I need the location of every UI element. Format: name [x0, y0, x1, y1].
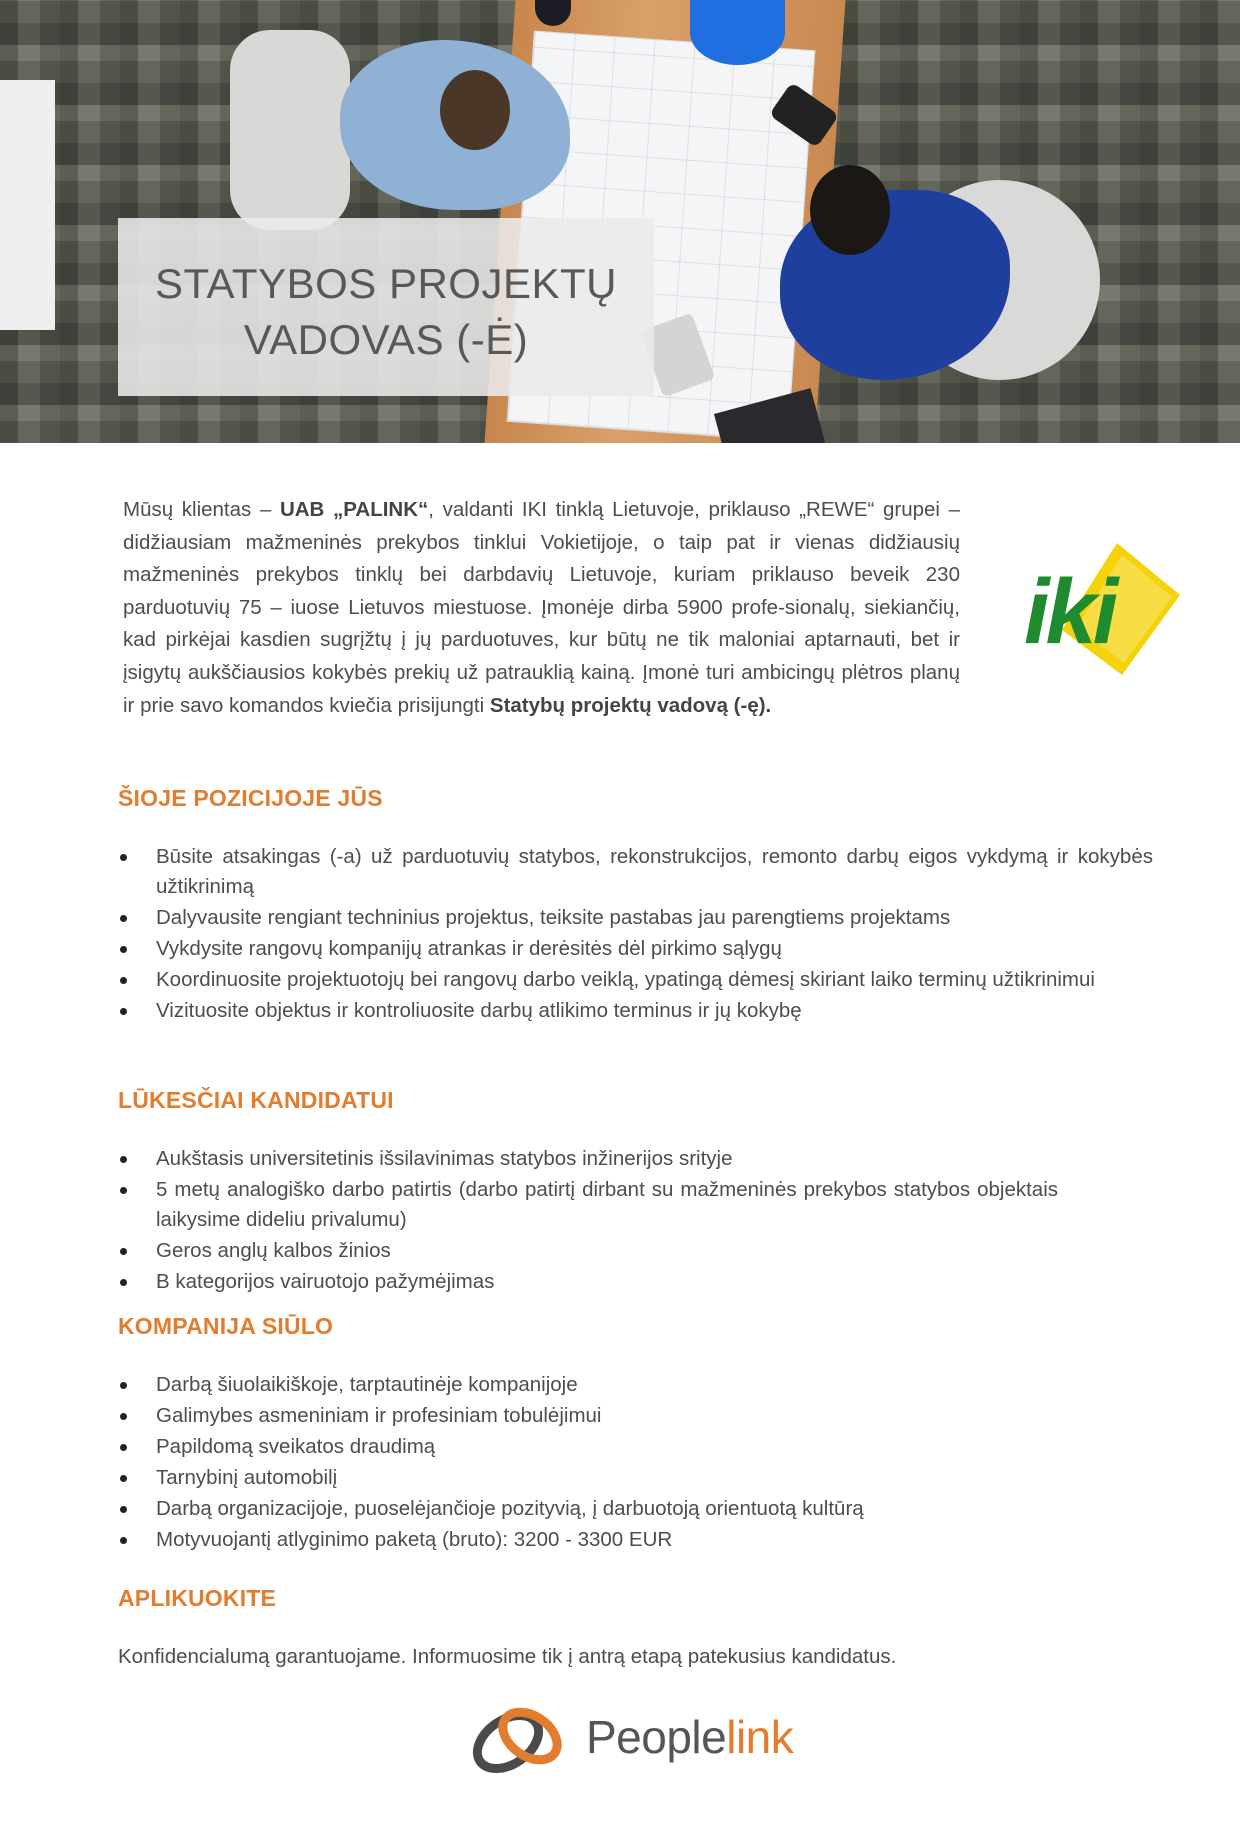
list-item: Koordinuosite projektuotojų bei rangovų darbo veiklą, ypatingą dėmesį skiriant laiko terminų užtikrinimui	[118, 965, 1153, 995]
page-title	[118, 256, 654, 368]
list-item: B kategorijos vairuotojo pažymėjimas	[118, 1267, 1153, 1297]
list-item: Geros anglų kalbos žinios	[118, 1236, 1153, 1266]
hero-photo-helmet	[690, 0, 785, 65]
title-line-2: VADOVAS (-Ė)	[243, 316, 529, 363]
peoplelink-ring-orange	[494, 1702, 566, 1769]
list-item: Aukštasis universitetinis išsilavinimas statybos inžinerijos srityje	[118, 1144, 1153, 1174]
section-expectations	[118, 1087, 1153, 1298]
list-item: Motyvuojantį atlyginimo paketą (bruto): 3200 - 3300 EUR	[118, 1525, 1153, 1555]
section-position-heading: ŠIOJE POZICIJOJE JŪS	[118, 785, 383, 811]
intro-paragraph	[123, 494, 960, 722]
iki-logo	[1022, 535, 1182, 685]
hero-photo-chair	[230, 30, 350, 230]
section-expectations-list	[118, 1144, 1153, 1297]
list-item: Galimybes asmeniniam ir profesiniam tobulėjimui	[118, 1401, 1153, 1431]
list-item: Būsite atsakingas (-a) už parduotuvių statybos, rekonstrukcijos, remonto darbų eigos vykdymą ir kokybės užtikrinimą	[118, 842, 1153, 902]
hero-photo-folder	[0, 80, 55, 330]
section-expectations-heading: LŪKESČIAI KANDIDATUI	[118, 1087, 394, 1113]
list-item: Darbą organizacijoje, puoselėjančioje pozityvią, į darbuotoją orientuotą kultūrą	[118, 1494, 1153, 1524]
list-item: Dalyvausite rengiant techninius projektus, teiksite pastabas jau parengtiems projektams	[118, 903, 1153, 933]
intro-text-body: , valdanti IKI tinklą Lietuvoje, priklauso „REWE“ grupei – didžiausiam mažmeninės prekybos tinklui Vokietijoje, o taip pat ir vienas didžiausių mažmeninės prekybos tinklų bei darbdavių Lietuvoje, kuriam priklauso beveik 230 parduotuvių 75 – iuose Lietuvos miestuose. Įmonėje dirba 5900 profe-sionalų, siekiančių, kad pirkėjai kasdien sugrįžtų į jų parduotuves, kur būtų ne tik maloniai aptarnauti, bet ir įsigytų aukščiausios kokybės prekių už patrauklią kainą. Įmonė turi ambicingų plėtros planų ir prie savo komandos kviečia prisijungti	[123, 498, 960, 717]
section-position-list	[118, 842, 1153, 1026]
section-position	[118, 785, 1153, 1027]
hero-banner	[0, 0, 1240, 443]
peoplelink-text-people: People	[586, 1711, 727, 1763]
section-apply-heading: APLIKUOKITE	[118, 1585, 277, 1611]
peoplelink-logo-text	[586, 1710, 793, 1764]
section-apply	[118, 1585, 1153, 1672]
list-item: Papildomą sveikatos draudimą	[118, 1432, 1153, 1462]
section-offer-list	[118, 1370, 1153, 1555]
list-item: 5 metų analogiško darbo patirtis (darbo patirtį dirbant su mažmeninės prekybos statybos objektais laikysime dideliu privalumu)	[118, 1175, 1153, 1235]
peoplelink-text-link: link	[726, 1711, 794, 1763]
intro-company: UAB „PALINK“	[279, 498, 429, 521]
section-offer	[118, 1313, 1153, 1556]
intro-position: Statybų projektų vadovą (-ę).	[489, 693, 772, 717]
section-apply-text: Konfidencialumą garantuojame. Informuosime tik į antrą etapą patekusius kandidatus.	[118, 1645, 897, 1668]
hero-photo-head	[440, 70, 510, 150]
list-item: Vizituosite objektus ir kontroliuosite darbų atlikimo terminus ir jų kokybę	[118, 996, 1153, 1026]
intro-text-start: Mūsų klientas –	[123, 498, 280, 521]
section-offer-heading: KOMPANIJA SIŪLO	[118, 1313, 334, 1339]
title-box	[118, 218, 654, 396]
iki-logo-text: iki	[1024, 561, 1115, 663]
title-line-1: STATYBOS PROJEKTŲ	[154, 260, 617, 307]
list-item: Vykdysite rangovų kompanijų atrankas ir derėsitės dėl pirkimo sąlygų	[118, 934, 1153, 964]
list-item: Tarnybinį automobilį	[118, 1463, 1153, 1493]
list-item: Darbą šiuolaikiškoje, tarptautinėje kompanijoje	[118, 1370, 1153, 1400]
hero-photo-head-right	[810, 165, 890, 255]
